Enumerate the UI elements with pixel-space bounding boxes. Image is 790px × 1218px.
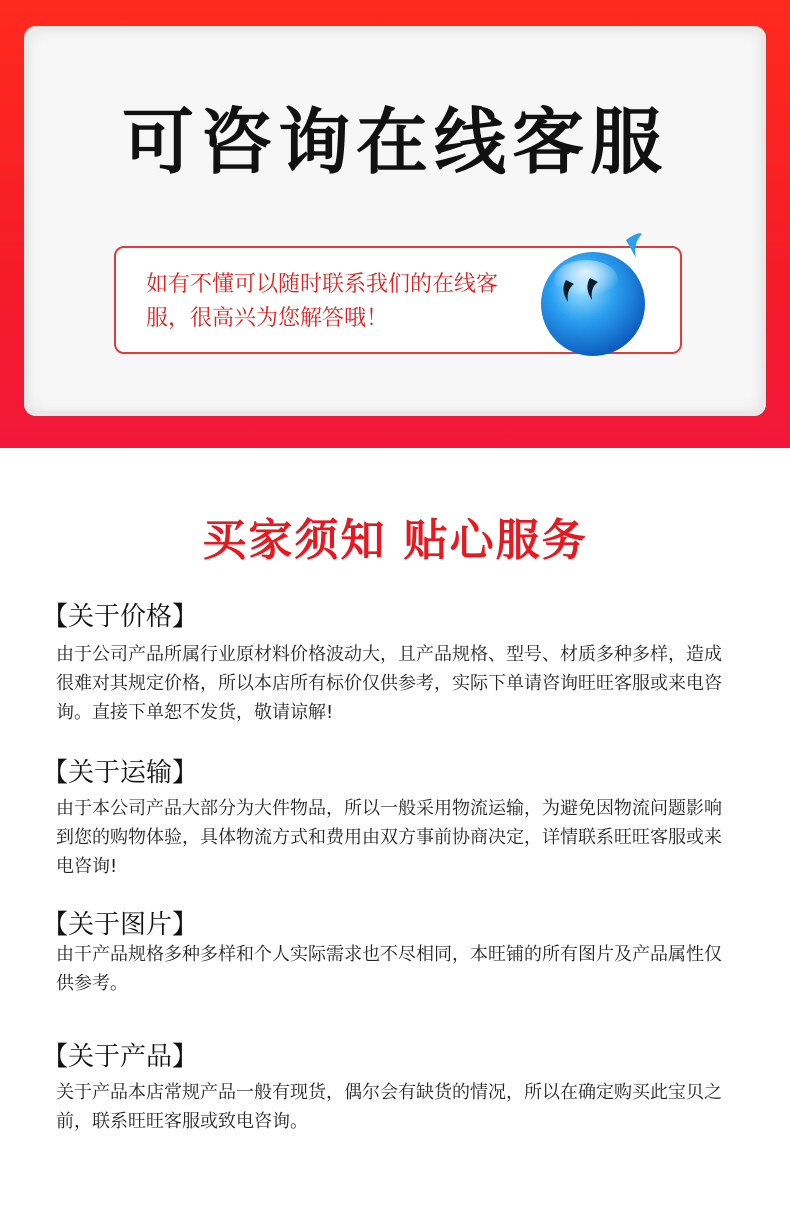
section-title: 买家须知 贴心服务 [202, 515, 588, 566]
note-text-price: 由于公司产品所属行业原材料价格波动大，且产品规格、型号、材质多种多样，造成很难对其规定价格，所以本店所有标价仅供参考，实际下单请咨询旺旺客服或来电咨询。直接下单恕不发货，敬请谅解! [56, 644, 722, 723]
note-text-shipping: 由于本公司产品大部分为大件物品，所以一般采用物流运输，为避免因物流问题影响到您的购物体验，具体物流方式和费用由双方事前协商决定，详情联系旺旺客服或来电咨询! [56, 798, 722, 877]
chat-bubble-mascot-icon [538, 228, 648, 368]
note-heading-images: 【关于图片】 [42, 910, 199, 940]
contact-message: 如有不懂可以随时联系我们的在线客服，很高兴为您解答哦！ [146, 272, 499, 331]
note-text-images: 由干产品规格多种多样和个人实际需求也不尽相同，本旺铺的所有图片及产品属性仅供参考。 [56, 944, 722, 994]
note-heading-price: 【关于价格】 [42, 602, 199, 632]
banner-title: 可咨询在线客服 [121, 100, 668, 184]
note-text-product: 关于产品本店常规产品一般有现货，偶尔会有缺货的情况，所以在确定购买此宝贝之前，联系旺旺客服或致电咨询。 [56, 1082, 722, 1132]
note-heading-shipping: 【关于运输】 [42, 758, 199, 788]
note-heading-product: 【关于产品】 [42, 1042, 199, 1072]
